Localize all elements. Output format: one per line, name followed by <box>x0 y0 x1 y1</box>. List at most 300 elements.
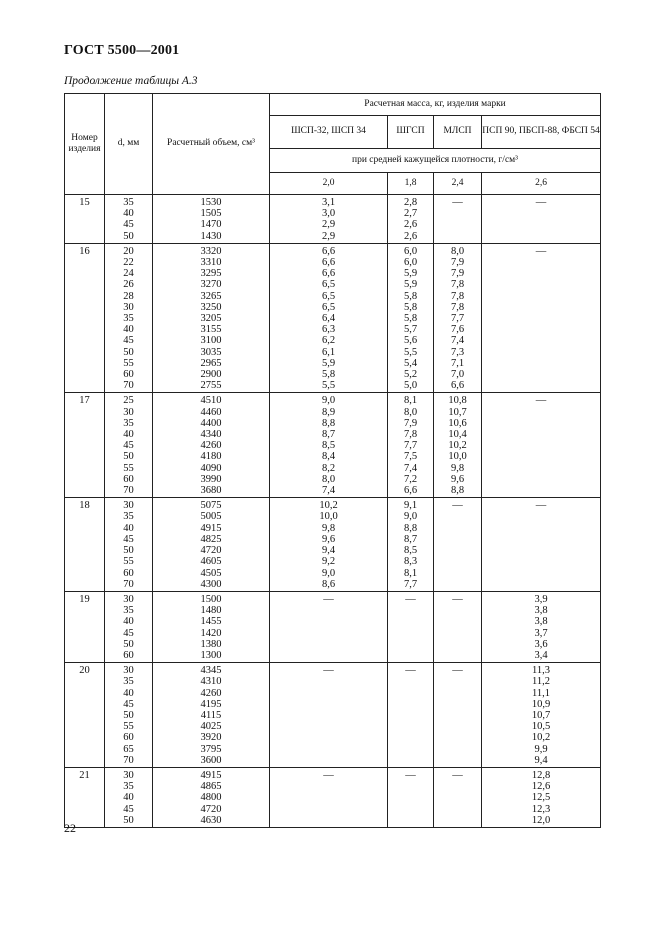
mass-value: 10,0 <box>448 451 467 463</box>
table-row <box>65 243 601 393</box>
mass-value: 7,9 <box>450 268 465 280</box>
mass-value: 7,9 <box>403 417 418 429</box>
volume-value: 3265 <box>200 290 222 302</box>
volume-value: 4510 <box>200 395 222 407</box>
table-body <box>65 195 601 828</box>
mass-value: 8,7 <box>321 429 336 441</box>
mass-value: 7,1 <box>450 357 465 369</box>
mass-value: 6,6 <box>321 245 336 257</box>
mass-psp-cell <box>482 195 601 244</box>
volume-cell <box>153 767 270 827</box>
diameter-value: 50 <box>123 346 134 358</box>
volume-value: 2900 <box>200 369 222 381</box>
mass-value: 6,6 <box>321 268 336 280</box>
diameter-value: 60 <box>123 649 134 661</box>
diameter-value: 40 <box>123 687 134 699</box>
volume-value: 3295 <box>200 268 222 280</box>
mass-value: 12,0 <box>531 814 551 826</box>
diameter-value: 50 <box>123 230 134 242</box>
item-number: 18 <box>79 500 90 512</box>
table-row <box>65 767 601 827</box>
mass-value: 2,9 <box>321 219 336 231</box>
item-number-cell <box>65 195 105 244</box>
volume-cell <box>153 243 270 393</box>
diameter-value: 40 <box>123 616 134 628</box>
mass-psp-cell <box>482 663 601 768</box>
diameter-value: 24 <box>123 268 134 280</box>
mass-value: 9,1 <box>403 500 418 512</box>
volume-value: 4025 <box>200 721 222 733</box>
mass-psp-cell <box>482 243 601 393</box>
volume-value: 1380 <box>200 638 222 650</box>
volume-value: 2965 <box>200 357 222 369</box>
diameter-value: 35 <box>123 676 134 688</box>
mass-value: 6,1 <box>321 346 336 358</box>
table-row <box>65 498 601 592</box>
mass-value: 5,0 <box>403 380 418 392</box>
volume-value: 4915 <box>200 522 222 534</box>
mass-value: 5,6 <box>403 335 418 347</box>
volume-value: 3270 <box>200 279 222 291</box>
volume-cell <box>153 498 270 592</box>
diameter-value: 30 <box>123 665 134 677</box>
diameter-cell <box>105 195 153 244</box>
mass-value: 6,6 <box>450 380 465 392</box>
volume-value: 4720 <box>200 803 222 815</box>
volume-value: 5005 <box>200 511 222 523</box>
volume-value: 2755 <box>200 380 222 392</box>
mass-value: 10,2 <box>448 440 467 452</box>
diameter-value: 40 <box>123 429 134 441</box>
mass-shsp-cell <box>270 498 388 592</box>
mass-value: 8,2 <box>321 462 336 474</box>
header-density-label: при средней кажущейся плотности, г/см³ <box>270 149 601 173</box>
volume-value: 3795 <box>200 743 222 755</box>
mass-mlsp-cell <box>434 663 482 768</box>
volume-value: 1505 <box>200 208 222 220</box>
mass-value: 8,9 <box>321 406 336 418</box>
mass-value: 7,7 <box>403 578 418 590</box>
mass-value: 10,7 <box>448 406 467 418</box>
volume-value: 3320 <box>200 245 222 257</box>
mass-psp-cell <box>482 498 601 592</box>
mass-psp-cell <box>482 393 601 498</box>
mass-value: 3,8 <box>534 605 548 617</box>
mass-value: 8,1 <box>403 395 418 407</box>
mass-shgsp-cell <box>388 393 434 498</box>
volume-value: 4300 <box>200 578 222 590</box>
diameter-value: 35 <box>123 417 134 429</box>
mass-value: — <box>535 245 547 257</box>
volume-value: 4340 <box>200 429 222 441</box>
diameter-value: 40 <box>123 522 134 534</box>
mass-value: 6,5 <box>321 290 336 302</box>
mass-value: 9,0 <box>321 395 336 407</box>
mass-value: 8,7 <box>403 533 418 545</box>
mass-mlsp-cell <box>434 767 482 827</box>
mass-value: — <box>405 769 416 781</box>
diameter-value: 55 <box>123 556 134 568</box>
mass-value: 2,9 <box>321 230 336 242</box>
volume-value: 4865 <box>200 781 222 793</box>
diameter-value: 45 <box>123 335 134 347</box>
mass-table <box>64 93 601 828</box>
mass-value: 2,8 <box>403 197 418 208</box>
volume-value: 4195 <box>200 698 222 710</box>
volume-value: 4345 <box>200 665 222 677</box>
mass-value: 9,8 <box>450 462 465 474</box>
volume-value: 4605 <box>200 556 222 568</box>
mass-value: — <box>452 593 463 605</box>
mass-value: 5,5 <box>321 380 336 392</box>
volume-value: 4180 <box>200 451 222 463</box>
header-density-4: 2,6 <box>482 173 601 195</box>
volume-value: 4310 <box>200 676 222 688</box>
mass-value: 7,2 <box>403 473 418 485</box>
table-row <box>65 195 601 244</box>
volume-value: 5075 <box>200 500 222 512</box>
diameter-value: 55 <box>123 721 134 733</box>
mass-value: 9,0 <box>403 511 418 523</box>
volume-cell <box>153 393 270 498</box>
mass-value: 9,2 <box>321 556 336 568</box>
mass-shsp-cell <box>270 767 388 827</box>
diameter-value: 35 <box>123 313 134 325</box>
mass-value: 12,5 <box>531 792 551 804</box>
mass-value: 6,6 <box>403 485 418 497</box>
header-brand-4: ПСП 90, ПБСП-88, ФБСП 54 <box>482 116 601 149</box>
volume-value: 1480 <box>200 605 222 617</box>
volume-value: 1530 <box>200 197 222 208</box>
volume-value: 3310 <box>200 257 222 269</box>
volume-value: 3035 <box>200 346 222 358</box>
mass-value: 8,8 <box>403 522 418 534</box>
diameter-cell <box>105 243 153 393</box>
table-header <box>65 94 601 195</box>
table-row <box>65 393 601 498</box>
volume-value: 1430 <box>200 230 222 242</box>
mass-value: 10,7 <box>531 709 551 721</box>
diameter-value: 70 <box>123 485 134 497</box>
item-number: 20 <box>79 665 90 677</box>
volume-cell <box>153 663 270 768</box>
diameter-cell <box>105 767 153 827</box>
volume-value: 4915 <box>200 769 222 781</box>
diameter-value: 40 <box>123 792 134 804</box>
volume-value: 1455 <box>200 616 222 628</box>
mass-value: 6,4 <box>321 313 336 325</box>
item-number-cell <box>65 243 105 393</box>
item-number: 21 <box>79 769 90 781</box>
header-item-number: Номер изделия <box>65 94 105 195</box>
volume-value: 1420 <box>200 627 222 639</box>
mass-shsp-cell <box>270 243 388 393</box>
table-row <box>65 591 601 662</box>
mass-value: 10,8 <box>448 395 467 407</box>
volume-value: 4720 <box>200 545 222 557</box>
header-volume: Расчетный объем, см³ <box>153 94 270 195</box>
mass-shgsp-cell <box>388 591 434 662</box>
table-row <box>65 663 601 768</box>
item-number-cell <box>65 393 105 498</box>
mass-mlsp-cell <box>434 498 482 592</box>
mass-value: — <box>535 197 547 208</box>
mass-shgsp-cell <box>388 243 434 393</box>
volume-value: 3155 <box>200 324 222 336</box>
diameter-cell <box>105 393 153 498</box>
diameter-value: 26 <box>123 279 134 291</box>
header-diameter-text: d, мм <box>117 138 140 149</box>
item-number-cell <box>65 663 105 768</box>
diameter-cell <box>105 591 153 662</box>
diameter-cell <box>105 498 153 592</box>
mass-value: 9,8 <box>321 522 336 534</box>
mass-value: 8,3 <box>403 556 418 568</box>
volume-value: 4260 <box>200 440 222 452</box>
diameter-value: 70 <box>123 754 134 766</box>
diameter-value: 35 <box>123 781 134 793</box>
volume-value: 4505 <box>200 567 222 579</box>
mass-value: 12,6 <box>531 781 551 793</box>
mass-value: 7,8 <box>450 290 465 302</box>
mass-value: 10,5 <box>531 721 551 733</box>
diameter-value: 40 <box>123 324 134 336</box>
mass-value: 7,8 <box>403 429 418 441</box>
mass-value: 3,7 <box>534 627 548 639</box>
volume-cell <box>153 591 270 662</box>
volume-value: 3205 <box>200 313 222 325</box>
mass-value: 7,7 <box>403 440 418 452</box>
volume-value: 3100 <box>200 335 222 347</box>
mass-value: 2,6 <box>403 219 418 231</box>
mass-value: 5,9 <box>403 279 418 291</box>
mass-value: 6,6 <box>321 257 336 269</box>
mass-value: — <box>535 395 547 407</box>
diameter-value: 50 <box>123 814 134 826</box>
mass-shsp-cell <box>270 195 388 244</box>
volume-value: 4800 <box>200 792 222 804</box>
mass-value: — <box>452 500 463 512</box>
volume-value: 4825 <box>200 533 222 545</box>
mass-value: 7,5 <box>403 451 418 463</box>
mass-value: 7,0 <box>450 369 465 381</box>
mass-shgsp-cell <box>388 663 434 768</box>
mass-value: 10,2 <box>531 732 551 744</box>
header-brand-2: ШГСП <box>388 116 434 149</box>
diameter-value: 70 <box>123 380 134 392</box>
header-brand-3: МЛСП <box>434 116 482 149</box>
mass-value: 7,8 <box>450 279 465 291</box>
mass-value: 9,9 <box>534 743 548 755</box>
header-density-2: 1,8 <box>388 173 434 195</box>
mass-value: 7,4 <box>321 485 336 497</box>
mass-value: 5,9 <box>403 268 418 280</box>
mass-value: 5,8 <box>321 369 336 381</box>
volume-value: 4115 <box>200 709 222 721</box>
diameter-cell <box>105 663 153 768</box>
page-number: 22 <box>64 821 76 835</box>
mass-value: 3,8 <box>534 616 548 628</box>
mass-value: 10,0 <box>319 511 338 523</box>
diameter-value: 30 <box>123 500 134 512</box>
mass-value: 5,8 <box>403 301 418 313</box>
diameter-value: 30 <box>123 593 134 605</box>
mass-value: 6,0 <box>403 245 418 257</box>
diameter-value: 45 <box>123 803 134 815</box>
diameter-value: 55 <box>123 462 134 474</box>
volume-value: 3920 <box>200 732 222 744</box>
mass-value: 6,5 <box>321 279 336 291</box>
volume-value: 4630 <box>200 814 222 826</box>
diameter-value: 35 <box>123 511 134 523</box>
mass-mlsp-cell <box>434 243 482 393</box>
diameter-value: 70 <box>123 578 134 590</box>
item-number: 16 <box>79 245 90 257</box>
volume-value: 1300 <box>200 649 222 661</box>
mass-value: 5,4 <box>403 357 418 369</box>
mass-value: — <box>535 500 547 512</box>
mass-value: 9,4 <box>321 545 336 557</box>
header-brand-1: ШСП-32, ШСП 34 <box>270 116 388 149</box>
mass-value: 11,1 <box>532 687 551 699</box>
mass-shsp-cell <box>270 591 388 662</box>
mass-value: 12,3 <box>531 803 551 815</box>
diameter-value: 45 <box>123 533 134 545</box>
diameter-value: 60 <box>123 732 134 744</box>
mass-value: 7,7 <box>450 313 465 325</box>
diameter-value: 30 <box>123 769 134 781</box>
mass-mlsp-cell <box>434 591 482 662</box>
mass-value: 2,6 <box>403 230 418 242</box>
diameter-value: 65 <box>123 743 134 755</box>
mass-value: 10,6 <box>448 417 467 429</box>
mass-value: 5,8 <box>403 290 418 302</box>
mass-value: 8,8 <box>321 417 336 429</box>
diameter-value: 40 <box>123 208 134 220</box>
diameter-value: 60 <box>123 473 134 485</box>
mass-shsp-cell <box>270 663 388 768</box>
mass-value: — <box>405 665 416 677</box>
mass-value: 5,7 <box>403 324 418 336</box>
mass-value: 3,9 <box>534 593 548 605</box>
header-density-3: 2,4 <box>434 173 482 195</box>
mass-shgsp-cell <box>388 195 434 244</box>
mass-value: — <box>323 665 334 677</box>
mass-value: — <box>452 769 463 781</box>
item-number-cell <box>65 767 105 827</box>
volume-value: 4400 <box>200 417 222 429</box>
diameter-value: 60 <box>123 369 134 381</box>
mass-value: 3,6 <box>534 638 548 650</box>
mass-value: 9,6 <box>321 533 336 545</box>
mass-value: 7,3 <box>450 346 465 358</box>
diameter-value: 25 <box>123 395 134 407</box>
mass-mlsp-cell <box>434 195 482 244</box>
mass-value: 10,2 <box>319 500 338 512</box>
mass-value: 8,0 <box>321 473 336 485</box>
diameter-value: 50 <box>123 638 134 650</box>
mass-value: 9,6 <box>450 473 465 485</box>
mass-mlsp-cell <box>434 393 482 498</box>
diameter-value: 22 <box>123 257 134 269</box>
mass-shsp-cell <box>270 393 388 498</box>
diameter-value: 35 <box>123 605 134 617</box>
diameter-value: 60 <box>123 567 134 579</box>
mass-value: 5,8 <box>403 313 418 325</box>
mass-value: 6,0 <box>403 257 418 269</box>
item-number-cell <box>65 591 105 662</box>
document-title: ГОСТ 5500—2001 <box>64 43 180 58</box>
mass-value: — <box>405 593 416 605</box>
mass-value: — <box>452 665 463 677</box>
mass-value: — <box>323 593 334 605</box>
diameter-value: 28 <box>123 290 134 302</box>
volume-value: 4260 <box>200 687 222 699</box>
mass-value: 9,4 <box>534 754 548 766</box>
diameter-value: 50 <box>123 451 134 463</box>
diameter-value: 45 <box>123 219 134 231</box>
mass-value: 10,9 <box>531 698 551 710</box>
volume-value: 3990 <box>200 473 222 485</box>
mass-value: 3,4 <box>534 649 548 661</box>
mass-value: 8,1 <box>403 567 418 579</box>
diameter-value: 45 <box>123 698 134 710</box>
header-diameter <box>105 94 153 195</box>
mass-value: 7,4 <box>450 335 465 347</box>
mass-value: 5,9 <box>321 357 336 369</box>
item-number-cell <box>65 498 105 592</box>
mass-value: 8,0 <box>403 406 418 418</box>
mass-value: 7,6 <box>450 324 465 336</box>
diameter-value: 50 <box>123 709 134 721</box>
mass-value: 2,7 <box>403 208 418 220</box>
mass-value: 7,9 <box>450 257 465 269</box>
diameter-value: 30 <box>123 406 134 418</box>
volume-value: 3680 <box>200 485 222 497</box>
mass-shgsp-cell <box>388 767 434 827</box>
mass-psp-cell <box>482 591 601 662</box>
diameter-value: 45 <box>123 627 134 639</box>
mass-value: 8,0 <box>450 245 465 257</box>
mass-value: 3,0 <box>321 208 336 220</box>
mass-value: 7,4 <box>403 462 418 474</box>
item-number: 15 <box>79 197 90 208</box>
mass-value: 11,3 <box>532 665 551 677</box>
mass-value: 7,8 <box>450 301 465 313</box>
diameter-value: 35 <box>123 197 134 208</box>
mass-value: 12,8 <box>531 769 551 781</box>
volume-value: 3600 <box>200 754 222 766</box>
mass-psp-cell <box>482 767 601 827</box>
diameter-value: 30 <box>123 301 134 313</box>
header-density-1: 2,0 <box>270 173 388 195</box>
mass-value: 5,5 <box>403 346 418 358</box>
mass-value: 8,5 <box>403 545 418 557</box>
header-mass-group: Расчетная масса, кг, изделия марки <box>270 94 601 116</box>
mass-value: 6,2 <box>321 335 336 347</box>
mass-value: 8,6 <box>321 578 336 590</box>
diameter-value: 20 <box>123 245 134 257</box>
mass-value: 8,4 <box>321 451 336 463</box>
item-number: 17 <box>79 395 90 407</box>
diameter-value: 55 <box>123 357 134 369</box>
mass-value: 10,4 <box>448 429 467 441</box>
mass-shgsp-cell <box>388 498 434 592</box>
mass-value: 9,0 <box>321 567 336 579</box>
volume-value: 4090 <box>200 462 222 474</box>
mass-value: 6,5 <box>321 301 336 313</box>
volume-value: 1470 <box>200 219 222 231</box>
